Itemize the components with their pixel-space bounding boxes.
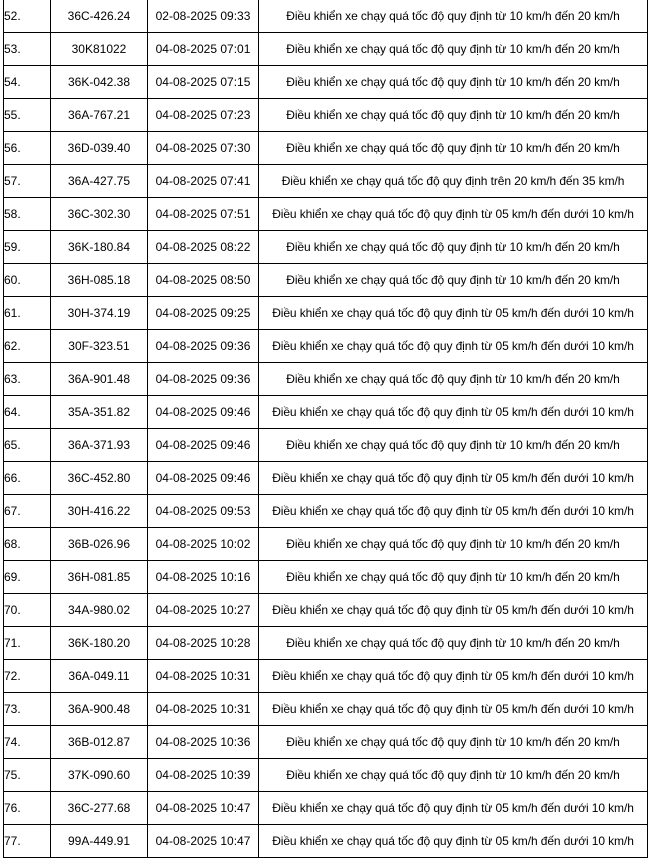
row-number-cell: 66. xyxy=(4,462,51,495)
row-number-cell: 60. xyxy=(4,264,51,297)
violation-description-cell: Điều khiển xe chạy quá tốc độ quy định từ 05 km/h đến dưới 10 km/h xyxy=(259,198,648,231)
violation-time-cell: 04-08-2025 09:46 xyxy=(148,429,259,462)
row-number-cell: 58. xyxy=(4,198,51,231)
row-number-cell: 59. xyxy=(4,231,51,264)
table-row xyxy=(4,165,648,198)
table-row xyxy=(4,726,648,759)
violation-description-cell: Điều khiển xe chạy quá tốc độ quy định từ 05 km/h đến dưới 10 km/h xyxy=(259,297,648,330)
license-plate-cell: 36H-081.85 xyxy=(51,561,148,594)
table-row xyxy=(4,693,648,726)
license-plate-cell: 36A-049.11 xyxy=(51,660,148,693)
table-row xyxy=(4,660,648,693)
violation-time-cell: 04-08-2025 09:46 xyxy=(148,396,259,429)
violation-description-cell: Điều khiển xe chạy quá tốc độ quy định từ 05 km/h đến dưới 10 km/h xyxy=(259,495,648,528)
row-number-cell: 74. xyxy=(4,726,51,759)
violation-description-cell: Điều khiển xe chạy quá tốc độ quy định từ 10 km/h đến 20 km/h xyxy=(259,264,648,297)
violation-time-cell: 04-08-2025 07:15 xyxy=(148,66,259,99)
violation-time-cell: 04-08-2025 08:22 xyxy=(148,231,259,264)
license-plate-cell: 36K-180.84 xyxy=(51,231,148,264)
row-number-cell: 61. xyxy=(4,297,51,330)
violation-description-cell: Điều khiển xe chạy quá tốc độ quy định từ 05 km/h đến dưới 10 km/h xyxy=(259,462,648,495)
violation-description-cell: Điều khiển xe chạy quá tốc độ quy định từ 10 km/h đến 20 km/h xyxy=(259,33,648,66)
row-number-cell: 69. xyxy=(4,561,51,594)
violation-description-cell: Điều khiển xe chạy quá tốc độ quy định từ 05 km/h đến dưới 10 km/h xyxy=(259,330,648,363)
violation-time-cell: 04-08-2025 10:36 xyxy=(148,726,259,759)
violation-time-cell: 04-08-2025 09:46 xyxy=(148,462,259,495)
table-row xyxy=(4,99,648,132)
table-row xyxy=(4,198,648,231)
table-row xyxy=(4,396,648,429)
row-number-cell: 68. xyxy=(4,528,51,561)
violation-time-cell: 04-08-2025 10:16 xyxy=(148,561,259,594)
row-number-cell: 63. xyxy=(4,363,51,396)
row-number-cell: 67. xyxy=(4,495,51,528)
violation-description-cell: Điều khiển xe chạy quá tốc độ quy định từ 05 km/h đến dưới 10 km/h xyxy=(259,396,648,429)
license-plate-cell: 36A-767.21 xyxy=(51,99,148,132)
violation-description-cell: Điều khiển xe chạy quá tốc độ quy định từ 05 km/h đến dưới 10 km/h xyxy=(259,660,648,693)
table-row xyxy=(4,528,648,561)
violation-time-cell: 04-08-2025 10:47 xyxy=(148,792,259,825)
table-row xyxy=(4,132,648,165)
violation-time-cell: 04-08-2025 10:27 xyxy=(148,594,259,627)
row-number-cell: 64. xyxy=(4,396,51,429)
violation-time-cell: 04-08-2025 10:02 xyxy=(148,528,259,561)
table-row xyxy=(4,792,648,825)
violation-time-cell: 04-08-2025 07:41 xyxy=(148,165,259,198)
license-plate-cell: 36K-042.38 xyxy=(51,66,148,99)
violation-description-cell: Điều khiển xe chạy quá tốc độ quy định từ 10 km/h đến 20 km/h xyxy=(259,66,648,99)
license-plate-cell: 36H-085.18 xyxy=(51,264,148,297)
violation-description-cell: Điều khiển xe chạy quá tốc độ quy định từ 10 km/h đến 20 km/h xyxy=(259,759,648,792)
violation-description-cell: Điều khiển xe chạy quá tốc độ quy định từ 05 km/h đến dưới 10 km/h xyxy=(259,792,648,825)
table-row xyxy=(4,0,648,33)
violations-table xyxy=(3,0,648,858)
license-plate-cell: 37K-090.60 xyxy=(51,759,148,792)
license-plate-cell: 36B-026.96 xyxy=(51,528,148,561)
license-plate-cell: 30K81022 xyxy=(51,33,148,66)
license-plate-cell: 36A-901.48 xyxy=(51,363,148,396)
violation-description-cell: Điều khiển xe chạy quá tốc độ quy định từ 10 km/h đến 20 km/h xyxy=(259,528,648,561)
table-row xyxy=(4,561,648,594)
license-plate-cell: 36K-180.20 xyxy=(51,627,148,660)
violation-time-cell: 04-08-2025 08:50 xyxy=(148,264,259,297)
table-row xyxy=(4,594,648,627)
license-plate-cell: 30F-323.51 xyxy=(51,330,148,363)
row-number-cell: 70. xyxy=(4,594,51,627)
license-plate-cell: 36B-012.87 xyxy=(51,726,148,759)
row-number-cell: 75. xyxy=(4,759,51,792)
table-row xyxy=(4,297,648,330)
row-number-cell: 77. xyxy=(4,825,51,858)
table-row xyxy=(4,363,648,396)
violation-time-cell: 04-08-2025 10:39 xyxy=(148,759,259,792)
violation-time-cell: 04-08-2025 07:30 xyxy=(148,132,259,165)
violation-time-cell: 04-08-2025 10:31 xyxy=(148,660,259,693)
row-number-cell: 56. xyxy=(4,132,51,165)
violation-description-cell: Điều khiển xe chạy quá tốc độ quy định từ 10 km/h đến 20 km/h xyxy=(259,363,648,396)
table-row xyxy=(4,462,648,495)
violation-time-cell: 04-08-2025 09:36 xyxy=(148,330,259,363)
violation-description-cell: Điều khiển xe chạy quá tốc độ quy định từ 05 km/h đến dưới 10 km/h xyxy=(259,594,648,627)
violation-time-cell: 04-08-2025 07:51 xyxy=(148,198,259,231)
violation-time-cell: 04-08-2025 09:25 xyxy=(148,297,259,330)
row-number-cell: 73. xyxy=(4,693,51,726)
table-row xyxy=(4,264,648,297)
row-number-cell: 53. xyxy=(4,33,51,66)
table-row xyxy=(4,330,648,363)
license-plate-cell: 36C-426.24 xyxy=(51,0,148,33)
license-plate-cell: 30H-416.22 xyxy=(51,495,148,528)
license-plate-cell: 30H-374.19 xyxy=(51,297,148,330)
row-number-cell: 72. xyxy=(4,660,51,693)
violation-description-cell: Điều khiển xe chạy quá tốc độ quy định từ 10 km/h đến 20 km/h xyxy=(259,627,648,660)
license-plate-cell: 35A-351.82 xyxy=(51,396,148,429)
license-plate-cell: 36A-427.75 xyxy=(51,165,148,198)
table-row xyxy=(4,33,648,66)
row-number-cell: 65. xyxy=(4,429,51,462)
table-row xyxy=(4,231,648,264)
license-plate-cell: 99A-449.91 xyxy=(51,825,148,858)
violation-description-cell: Điều khiển xe chạy quá tốc độ quy định từ 05 km/h đến dưới 10 km/h xyxy=(259,693,648,726)
row-number-cell: 71. xyxy=(4,627,51,660)
violation-description-cell: Điều khiển xe chạy quá tốc độ quy định trên 20 km/h đến 35 km/h xyxy=(259,165,648,198)
violation-time-cell: 04-08-2025 10:31 xyxy=(148,693,259,726)
table-row xyxy=(4,825,648,858)
row-number-cell: 55. xyxy=(4,99,51,132)
row-number-cell: 52. xyxy=(4,0,51,33)
violation-time-cell: 04-08-2025 07:23 xyxy=(148,99,259,132)
license-plate-cell: 36D-039.40 xyxy=(51,132,148,165)
violation-description-cell: Điều khiển xe chạy quá tốc độ quy định từ 10 km/h đến 20 km/h xyxy=(259,726,648,759)
table-row xyxy=(4,495,648,528)
table-row xyxy=(4,66,648,99)
violation-time-cell: 04-08-2025 10:28 xyxy=(148,627,259,660)
row-number-cell: 57. xyxy=(4,165,51,198)
violation-time-cell: 04-08-2025 10:47 xyxy=(148,825,259,858)
license-plate-cell: 36A-371.93 xyxy=(51,429,148,462)
violation-description-cell: Điều khiển xe chạy quá tốc độ quy định từ 10 km/h đến 20 km/h xyxy=(259,132,648,165)
violation-description-cell: Điều khiển xe chạy quá tốc độ quy định từ 10 km/h đến 20 km/h xyxy=(259,99,648,132)
table-row xyxy=(4,429,648,462)
row-number-cell: 54. xyxy=(4,66,51,99)
violation-time-cell: 04-08-2025 09:53 xyxy=(148,495,259,528)
violation-description-cell: Điều khiển xe chạy quá tốc độ quy định từ 05 km/h đến dưới 10 km/h xyxy=(259,825,648,858)
violation-description-cell: Điều khiển xe chạy quá tốc độ quy định từ 10 km/h đến 20 km/h xyxy=(259,231,648,264)
violation-description-cell: Điều khiển xe chạy quá tốc độ quy định từ 10 km/h đến 20 km/h xyxy=(259,561,648,594)
row-number-cell: 62. xyxy=(4,330,51,363)
table-row xyxy=(4,627,648,660)
license-plate-cell: 36C-452.80 xyxy=(51,462,148,495)
violation-time-cell: 04-08-2025 07:01 xyxy=(148,33,259,66)
license-plate-cell: 36C-302.30 xyxy=(51,198,148,231)
violation-description-cell: Điều khiển xe chạy quá tốc độ quy định từ 10 km/h đến 20 km/h xyxy=(259,0,648,33)
violations-table-body xyxy=(4,0,648,858)
violation-time-cell: 02-08-2025 09:33 xyxy=(148,0,259,33)
license-plate-cell: 34A-980.02 xyxy=(51,594,148,627)
violation-description-cell: Điều khiển xe chạy quá tốc độ quy định từ 10 km/h đến 20 km/h xyxy=(259,429,648,462)
license-plate-cell: 36A-900.48 xyxy=(51,693,148,726)
license-plate-cell: 36C-277.68 xyxy=(51,792,148,825)
table-row xyxy=(4,759,648,792)
violation-time-cell: 04-08-2025 09:36 xyxy=(148,363,259,396)
row-number-cell: 76. xyxy=(4,792,51,825)
